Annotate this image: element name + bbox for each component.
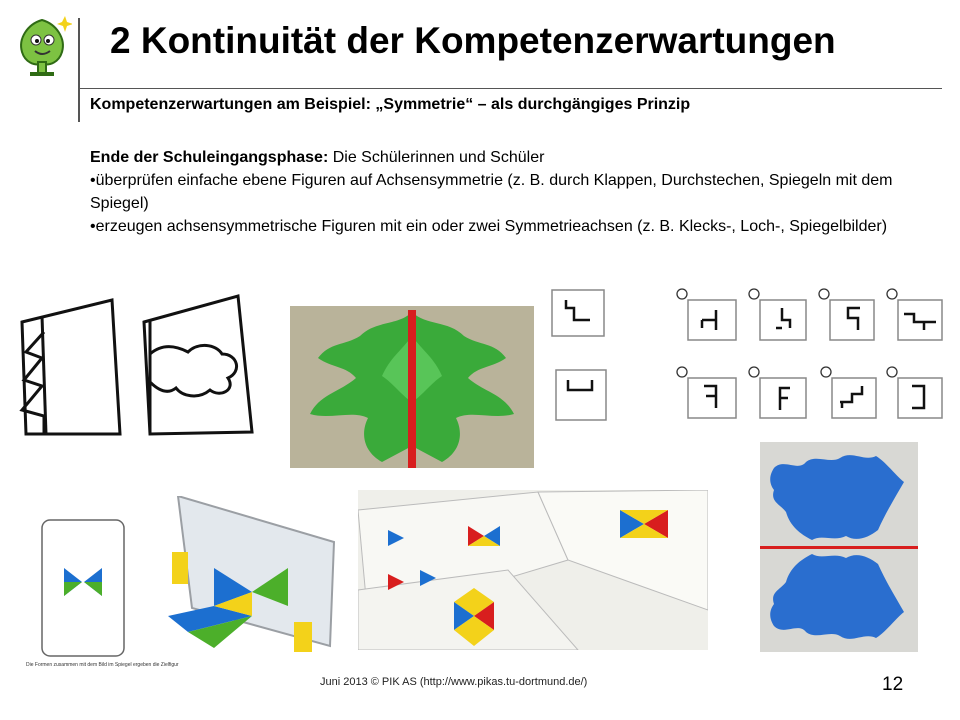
page-subtitle: Kompetenzerwartungen am Beispiel: „Symmetrie“ – als durchgängiges Prinzip	[90, 96, 691, 113]
symbol-card	[821, 367, 876, 418]
symbol-card	[887, 367, 942, 418]
symbol-card	[550, 288, 608, 338]
symbol-card	[887, 289, 942, 340]
header-vertical-rule	[78, 18, 80, 122]
header-horizontal-rule	[80, 88, 942, 89]
footer-credit: Juni 2013 © PIK AS (http://www.pikas.tu-dortmund.de/)	[320, 676, 588, 688]
lead-line	[90, 146, 950, 169]
bullet-item: •überprüfen einfache ebene Figuren auf Achsensymmetrie (z. B. durch Klappen, Durchstechen, Spiegeln mit dem Spiegel)	[90, 172, 893, 212]
content-text-block	[90, 146, 950, 238]
page-title: 2 Kontinuität der Kompetenzerwartungen	[110, 20, 836, 61]
symbol-card	[749, 289, 806, 340]
green-inkblot-photo	[290, 306, 534, 468]
lead-label: Ende der Schuleingangsphase:	[90, 149, 329, 166]
pikas-logo-icon	[12, 14, 72, 78]
lead-text: Die Schülerinnen und Schüler	[328, 149, 545, 166]
blue-inkblot-photo	[760, 442, 918, 652]
symbol-card	[749, 367, 806, 418]
symmetry-booklets-photo	[358, 490, 708, 650]
page-number: 12	[882, 674, 904, 695]
symbol-cards-grid	[676, 288, 944, 428]
tangram-mirror-photo	[158, 496, 338, 656]
folded-cards-illustration	[16, 292, 266, 442]
mirror-card-caption: Die Formen zusammen mit dem Bild im Spiegel ergeben die Zielfigur	[26, 662, 179, 668]
bullet-item: •erzeugen achsensymmetrische Figuren mit ein oder zwei Symmetrieachsen (z. B. Klecks-, Loch-, Spiegelbilder)	[90, 218, 888, 235]
symbol-card	[554, 368, 610, 422]
symbol-card	[677, 367, 736, 418]
symbol-card	[677, 289, 736, 340]
symbol-card	[819, 289, 874, 340]
